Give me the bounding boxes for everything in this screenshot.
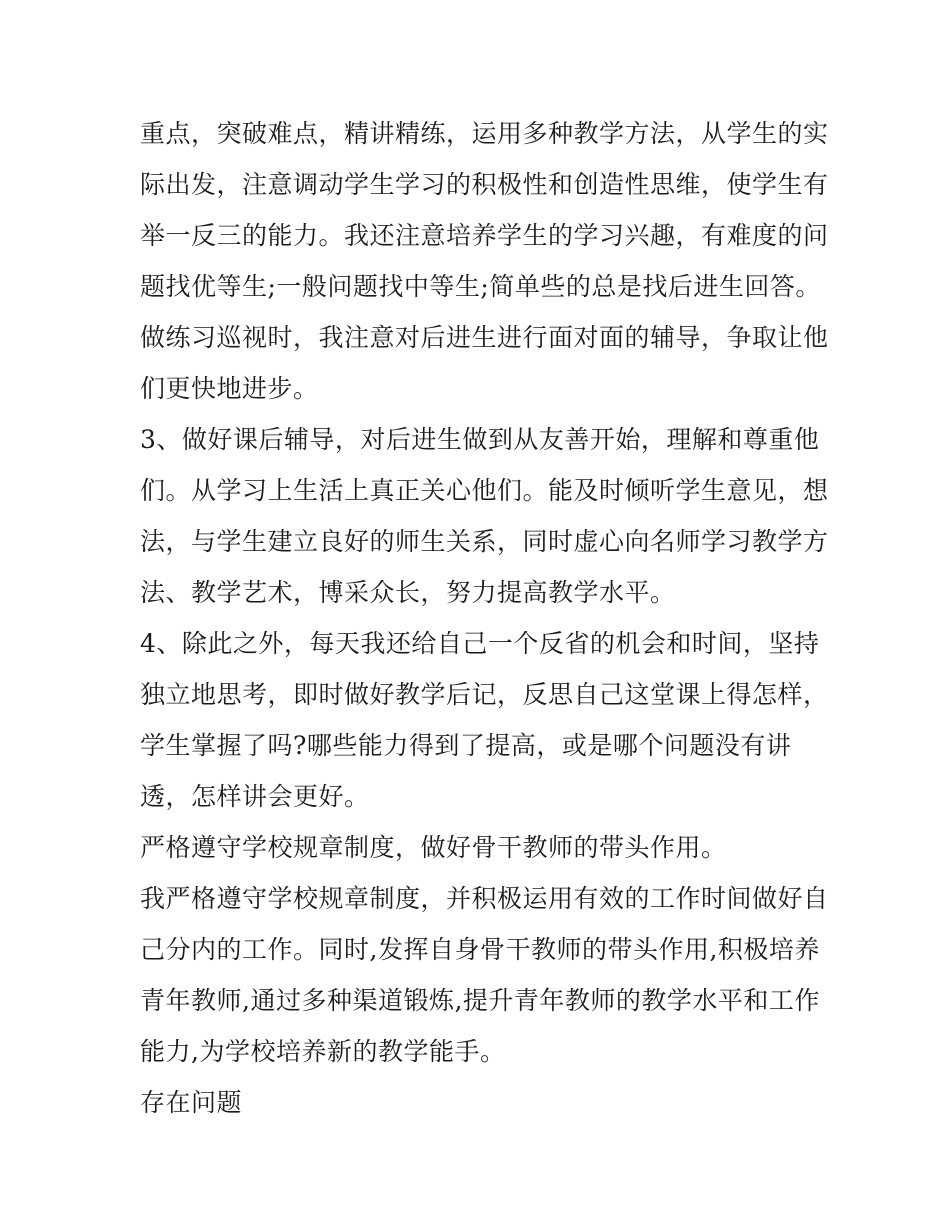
text-line: 际出发，注意调动学生学习的积极性和创造性思维，使学生有 bbox=[140, 170, 829, 199]
text-line: 法，与学生建立良好的师生关系，同时虚心向名师学习教学方 bbox=[140, 527, 829, 556]
section-heading-issues bbox=[140, 1077, 820, 1128]
text-line: 己分内的工作。同时,发挥自身骨干教师的带头作用,积极培养 bbox=[140, 935, 820, 964]
text-line: 3、做好课后辅导，对后进生做到从友善开始，理解和尊重他 bbox=[140, 425, 820, 454]
text-line: 做练习巡视时，我注意对后进生进行面对面的辅导，争取让他 bbox=[140, 323, 829, 352]
text-line: 能力,为学校培养新的教学能手。 bbox=[140, 1037, 506, 1066]
paragraph-teaching-methods bbox=[140, 108, 829, 414]
text-line: 我严格遵守学校规章制度，并积极运用有效的工作时间做好自 bbox=[140, 884, 829, 913]
paragraph-item-4 bbox=[140, 618, 829, 822]
text-line: 学生掌握了吗?哪些能力得到了提高，或是哪个问题没有讲 bbox=[140, 731, 792, 760]
section-heading-rules bbox=[140, 822, 820, 873]
text-line: 法、教学艺术，博采众长，努力提高教学水平。 bbox=[140, 578, 676, 607]
text-line: 独立地思考，即时做好教学后记，反思自己这堂课上得怎样， bbox=[140, 680, 829, 709]
paragraph-rules bbox=[140, 873, 829, 1077]
text-line: 们更快地进步。 bbox=[140, 374, 319, 403]
text-line: 严格遵守学校规章制度，做好骨干教师的带头作用。 bbox=[140, 833, 727, 862]
text-line: 举一反三的能力。我还注意培养学生的学习兴趣，有难度的问 bbox=[140, 221, 829, 250]
text-line: 透，怎样讲会更好。 bbox=[140, 782, 370, 811]
text-line: 题找优等生;一般问题找中等生;简单些的总是找后进生回答。 bbox=[140, 272, 821, 301]
document-body bbox=[140, 108, 829, 1128]
text-line: 青年教师,通过多种渠道锻炼,提升青年教师的教学水平和工作 bbox=[140, 986, 820, 1015]
paragraph-item-3 bbox=[140, 414, 829, 618]
text-line: 们。从学习上生活上真正关心他们。能及时倾听学生意见，想 bbox=[140, 476, 829, 505]
text-line: 重点，突破难点，精讲精练，运用多种教学方法，从学生的实 bbox=[140, 119, 829, 148]
text-line: 4、除此之外，每天我还给自己一个反省的机会和时间，坚持 bbox=[140, 629, 820, 658]
text-line: 存在问题 bbox=[140, 1088, 243, 1117]
